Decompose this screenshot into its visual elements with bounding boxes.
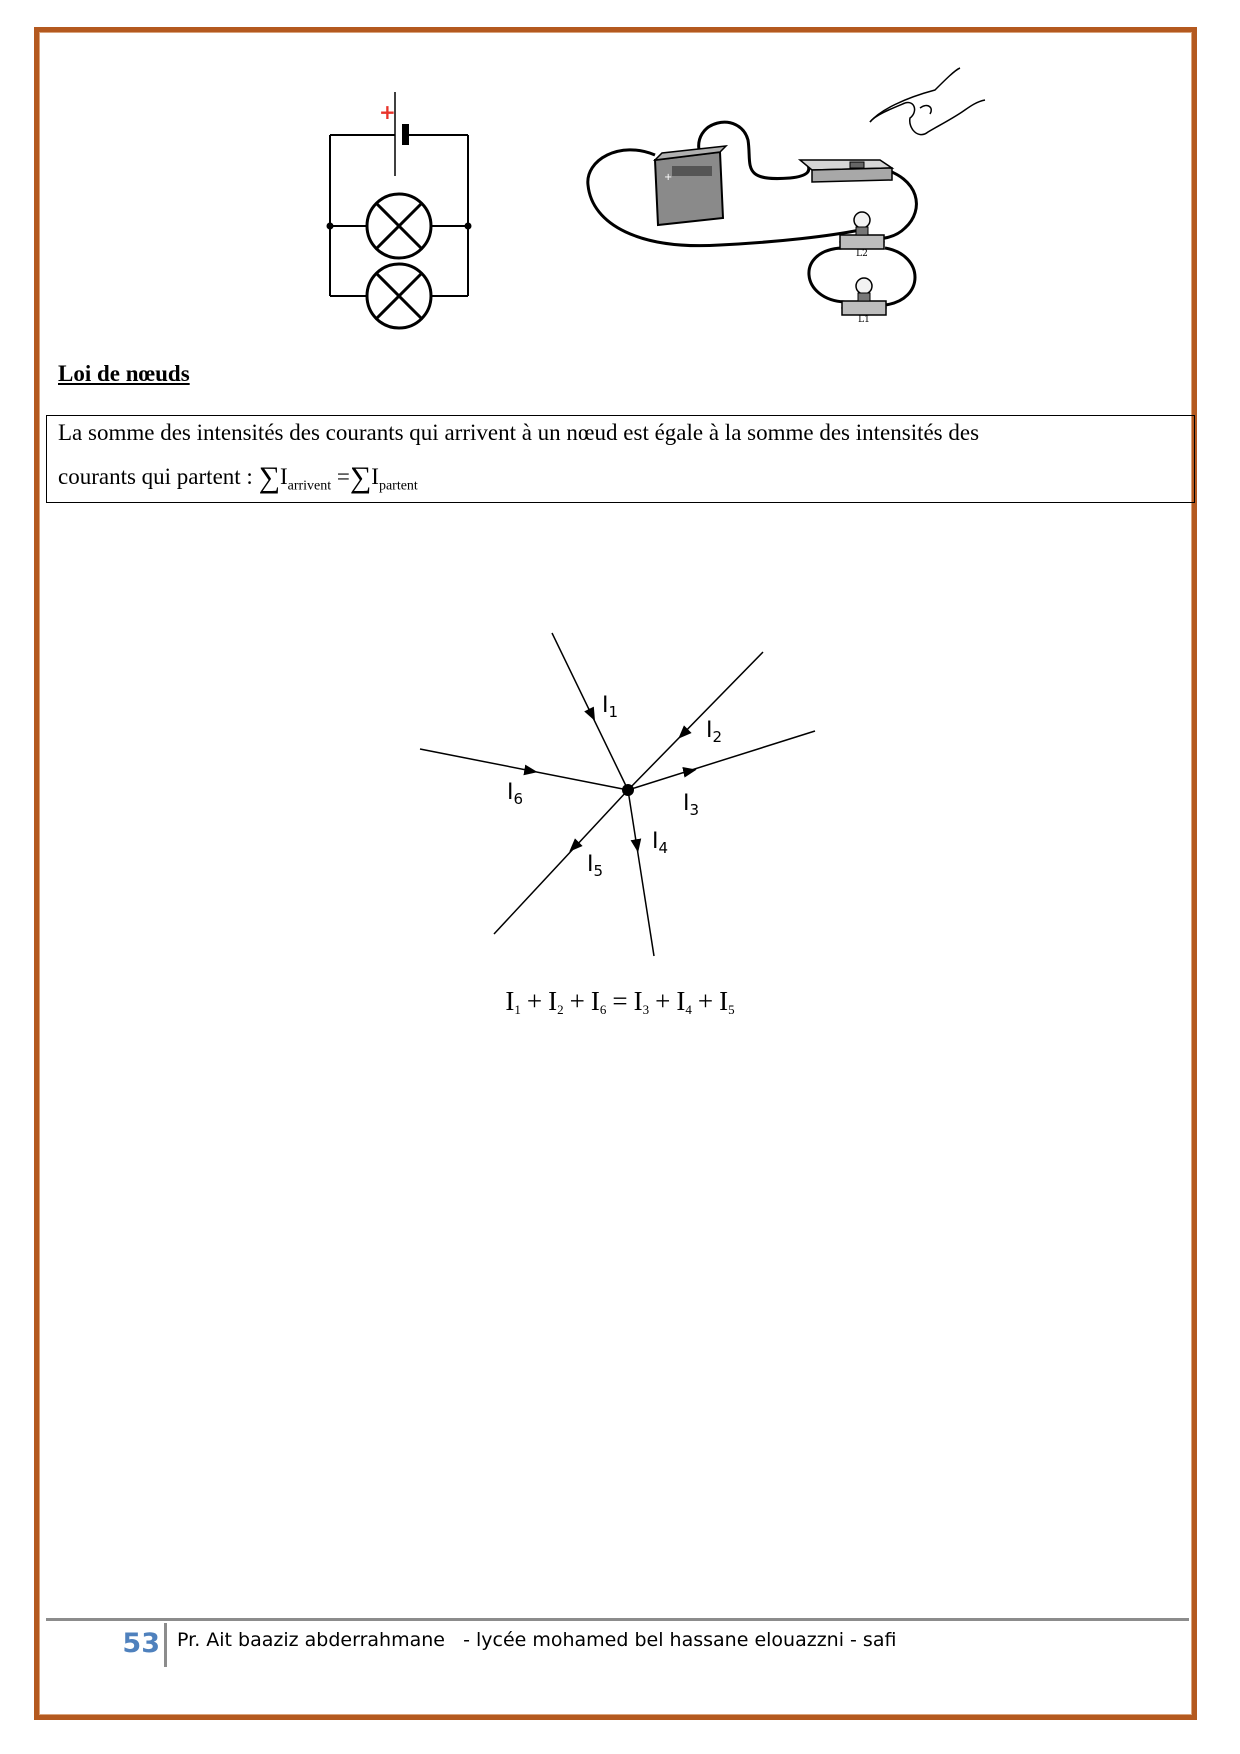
footer-author: Pr. Ait baaziz abderrahmane - lycée mohamed bel hassane elouazzni - safi — [177, 1629, 897, 1651]
current-label-i5: $I_5$ — [587, 852, 604, 880]
current-symbol: I — [371, 464, 379, 489]
arrow-i4 — [636, 840, 637, 846]
eq-term: $I_3$ — [633, 986, 650, 1017]
lamp-label: L1 — [858, 315, 870, 325]
svg-text:+: + — [664, 172, 673, 183]
footer-divider — [164, 1623, 167, 1667]
eq-term: $I_5$ — [719, 986, 735, 1017]
eq-operator: + — [655, 986, 671, 1016]
circuit-illustration — [588, 68, 985, 325]
current-label-i2: $I_2$ — [706, 718, 723, 746]
lamp-holder-illustration — [842, 278, 886, 325]
current-label-i1: $I_1$ — [602, 693, 619, 721]
pointing-hand-illustration — [870, 68, 985, 135]
branch-i4-line — [628, 790, 654, 956]
footer-rule — [46, 1618, 1189, 1621]
arrow-i6 — [525, 770, 531, 771]
law-text-line-2 — [58, 458, 418, 495]
equals-sign: = — [336, 464, 350, 489]
sum-symbol: ∑ — [349, 461, 372, 494]
branch-i5-line — [494, 790, 628, 934]
law-text-prefix: courants qui partent : — [58, 464, 259, 489]
eq-operator: + — [526, 986, 543, 1016]
eq-term: $I_1$ — [505, 986, 521, 1017]
law-text-line-1: La somme des intensités des courants qui arrivent à un nœud est égale à la somme des intensités des — [58, 420, 980, 445]
lamp-holder-illustration — [840, 212, 884, 259]
switch-illustration — [800, 160, 892, 182]
current-label-i6: $I_6$ — [507, 780, 524, 808]
eq-operator: + — [697, 986, 714, 1016]
arrow-i2 — [683, 730, 687, 734]
battery-illustration — [655, 146, 726, 225]
leaving-subscript: partent — [378, 478, 418, 494]
sum-symbol: ∑ — [258, 461, 280, 494]
arriving-subscript: arrivent — [287, 478, 332, 494]
node-point — [622, 784, 634, 796]
arrow-i3 — [685, 771, 690, 772]
node-diagram — [420, 633, 815, 956]
circuit-schematic — [328, 92, 471, 328]
current-label-i4: $I_4$ — [652, 829, 669, 857]
section-heading: Loi de nœuds — [58, 361, 190, 386]
current-label-i3: $I_3$ — [683, 791, 700, 819]
eq-term: $I_4$ — [676, 986, 692, 1017]
wire — [885, 248, 915, 305]
lamp-symbol — [367, 264, 431, 328]
eq-term: $I_2$ — [548, 986, 564, 1017]
page-number: 53 — [122, 1628, 160, 1659]
node-equation — [0, 986, 1240, 1018]
branch-i6-line — [420, 749, 628, 790]
eq-operator: + — [569, 986, 585, 1016]
node-labels — [507, 693, 722, 880]
eq-operator: = — [612, 986, 628, 1016]
current-symbol: I — [279, 464, 288, 489]
eq-term: $I_6$ — [590, 986, 607, 1017]
battery-negative-plate — [402, 124, 409, 145]
lamp-label: L2 — [856, 249, 868, 259]
lamp-symbol — [367, 194, 431, 258]
wire — [809, 248, 845, 302]
plus-sign: + — [379, 100, 396, 124]
